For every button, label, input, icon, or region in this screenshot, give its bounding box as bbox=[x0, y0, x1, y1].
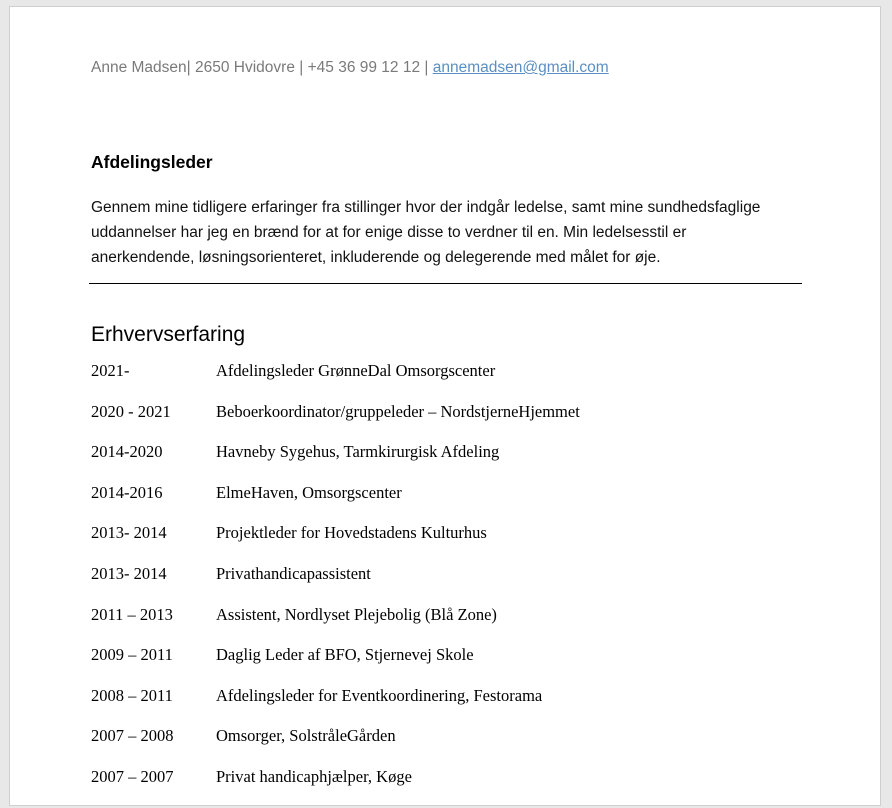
experience-years: 2011 – 2013 bbox=[91, 604, 173, 624]
section-heading-experience: Erhvervserfaring bbox=[91, 323, 246, 346]
document-page bbox=[9, 6, 881, 806]
experience-description: Privathandicapassistent bbox=[216, 563, 371, 583]
experience-description: Havneby Sygehus, Tarmkirurgisk Afdeling bbox=[216, 442, 500, 462]
summary-line: anerkendende, løsningsorienteret, inkluderende og delegerende med målet for øje. bbox=[91, 249, 661, 266]
experience-years: 2014-2020 bbox=[91, 442, 163, 462]
experience-years: 2013- 2014 bbox=[91, 563, 167, 583]
experience-description: Projektleder for Hovedstadens Kulturhus bbox=[216, 523, 487, 543]
contact-separator: | bbox=[420, 59, 433, 76]
summary-line: uddannelser har jeg en brænd for at for enige disse to verdner til en. Min ledelsesstil er bbox=[91, 224, 687, 241]
experience-years: 2013- 2014 bbox=[91, 523, 167, 543]
summary-paragraph bbox=[91, 195, 811, 270]
email-link[interactable]: annemadsen@gmail.com bbox=[432, 59, 609, 76]
experience-description: Beboerkoordinator/gruppeleder – NordstjerneHjemmet bbox=[216, 401, 580, 421]
experience-description: Afdelingsleder for Eventkoordinering, Festorama bbox=[216, 685, 543, 705]
experience-description: Daglig Leder af BFO, Stjernevej Skole bbox=[216, 645, 474, 665]
experience-description: Privat handicaphjælper, Køge bbox=[216, 766, 412, 786]
experience-years: 2020 - 2021 bbox=[91, 401, 171, 421]
contact-phone: +45 36 99 12 12 bbox=[307, 59, 421, 76]
contact-name: Anne Madsen bbox=[91, 59, 187, 76]
contact-line bbox=[91, 59, 609, 77]
contact-address: 2650 Hvidovre bbox=[195, 59, 295, 76]
experience-description: ElmeHaven, Omsorgscenter bbox=[216, 482, 402, 502]
experience-description: Afdelingsleder GrønneDal Omsorgscenter bbox=[216, 361, 496, 380]
contact-separator: | bbox=[186, 59, 195, 76]
contact-separator: | bbox=[294, 59, 308, 76]
experience-years: 2014-2016 bbox=[91, 482, 163, 502]
experience-years: 2008 – 2011 bbox=[91, 685, 173, 705]
experience-years: 2009 – 2011 bbox=[91, 645, 173, 665]
summary-line: Gennem mine tidligere erfaringer fra stillinger hvor der indgår ledelse, samt mine sundhedsfaglige bbox=[91, 199, 761, 216]
experience-description: Omsorger, SolstråleGården bbox=[216, 726, 396, 746]
horizontal-divider bbox=[89, 283, 802, 284]
experience-years: 2007 – 2007 bbox=[91, 766, 174, 786]
experience-years: 2021- bbox=[91, 361, 130, 380]
experience-description: Assistent, Nordlyset Plejebolig (Blå Zone) bbox=[216, 604, 497, 624]
experience-years: 2007 – 2008 bbox=[91, 726, 174, 746]
job-title-heading: Afdelingsleder bbox=[91, 152, 213, 172]
